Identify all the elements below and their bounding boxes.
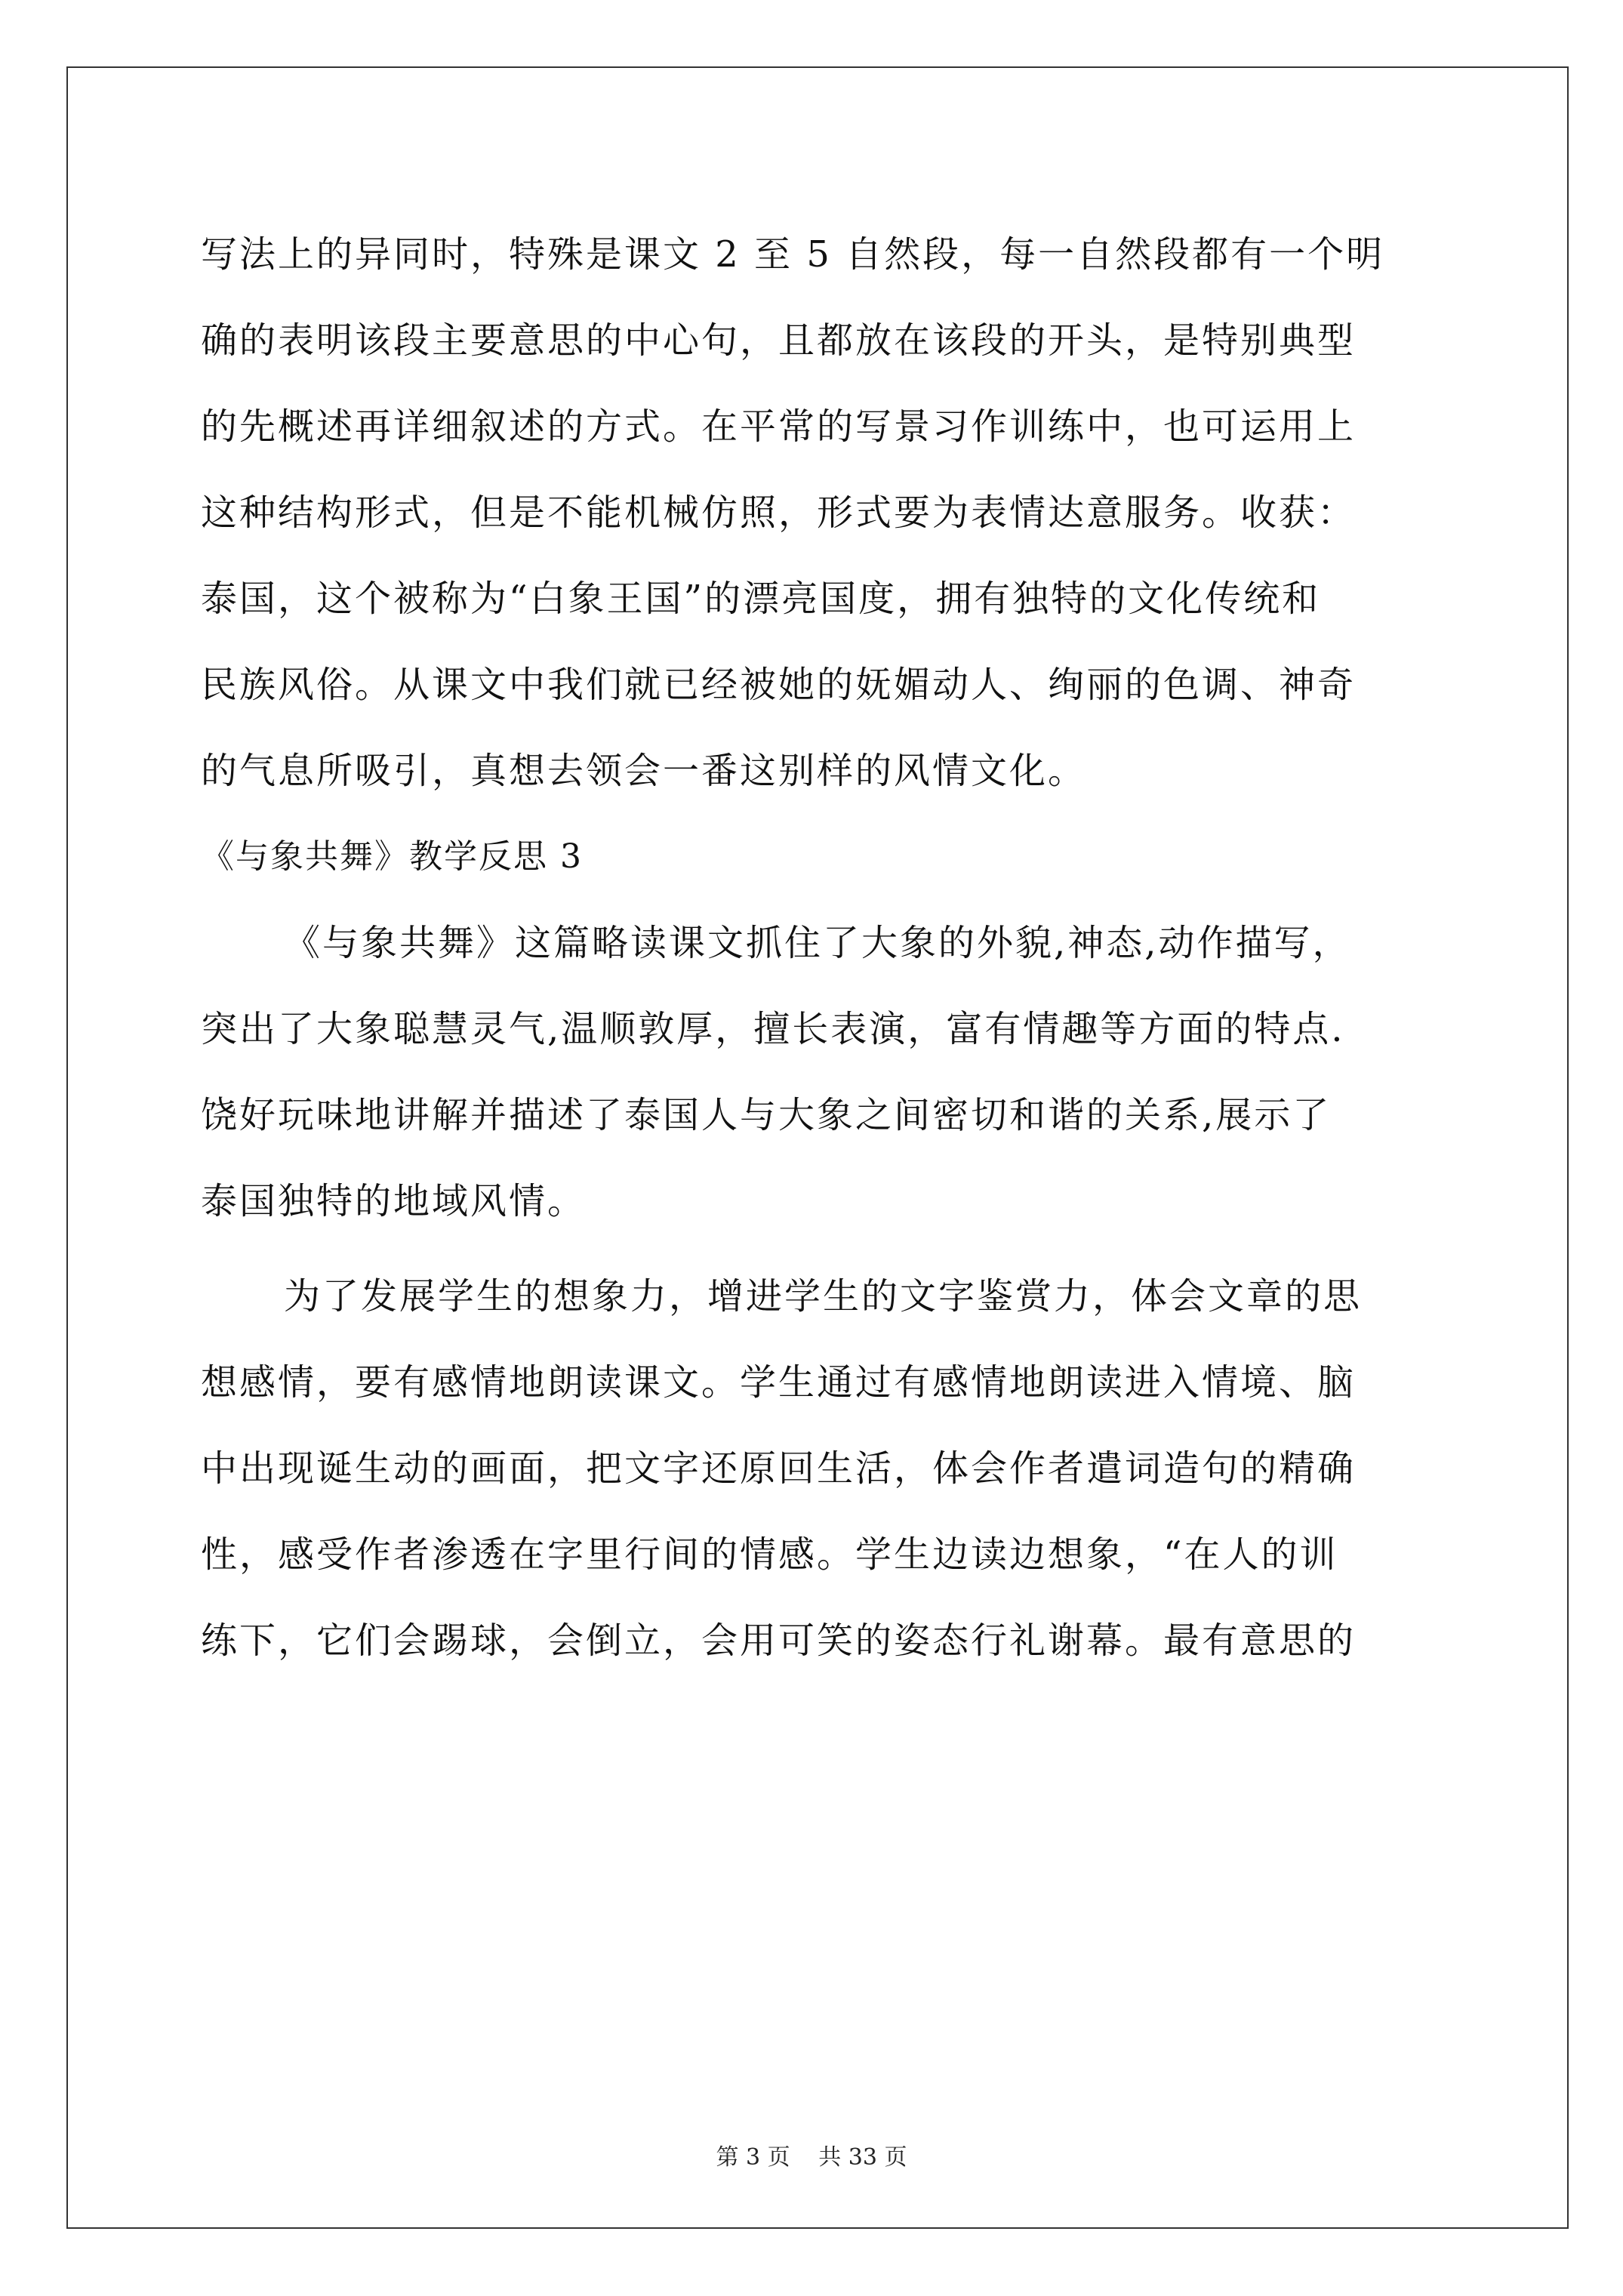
paragraph-1	[201, 211, 1434, 814]
text-line: 《与象共舞》这篇略读课文抓住了大象的外貌,神态,动作描写，	[284, 922, 1351, 964]
text-line: 的先概述再详细叙述的方式。在平常的写景习作训练中，也可运用上	[201, 405, 1357, 448]
text-line: 泰国独特的地域风情。	[201, 1180, 587, 1222]
section-heading: 《与象共舞》教学反思 3	[201, 837, 583, 876]
paragraph-3	[201, 1253, 1434, 1684]
text-line: 泰国，这个被称为“白象王国”的漂亮国度，拥有独特的文化传统和	[201, 578, 1321, 620]
page-footer	[0, 2138, 1623, 2171]
text-line: 饶好玩味地讲解并描述了泰国人与大象之间密切和谐的关系,展示了	[201, 1094, 1332, 1136]
text-line: 练下，它们会踢球，会倒立，会用可笑的姿态行礼谢幕。最有意思的	[201, 1620, 1357, 1662]
page-number: 第 3 页	[716, 2144, 790, 2171]
text-line: 的气息所吸引，真想去领会一番这别样的风情文化。	[201, 750, 1087, 792]
text-line: 突出了大象聪慧灵气,温顺敦厚，擅长表演，富有情趣等方面的特点.	[201, 1008, 1345, 1050]
text-line: 这种结构形式，但是不能机械仿照，形式要为表情达意服务。收获：	[201, 492, 1357, 534]
text-line: 想感情，要有感情地朗读课文。学生通过有感情地朗读进入情境、脑	[201, 1361, 1357, 1404]
text-line: 性，感受作者渗透在字里行间的情感。学生边读边想象，“在人的训	[201, 1533, 1338, 1576]
document-body	[201, 211, 1434, 1684]
text-line: 确的表明该段主要意思的中心句，且都放在该段的开头，是特别典型	[201, 319, 1357, 362]
text-line: 中出现诞生动的画面，把文字还原回生活，体会作者遣词造句的精确	[201, 1447, 1357, 1490]
text-line: 写法上的异同时，特殊是课文 2 至 5 自然段，每一自然段都有一个明	[201, 233, 1385, 276]
text-line: 民族风俗。从课文中我们就已经被她的妩媚动人、绚丽的色调、神奇	[201, 664, 1357, 706]
paragraph-2	[201, 900, 1434, 1244]
page-total: 共 33 页	[818, 2144, 907, 2171]
text-line: 为了发展学生的想象力，增进学生的文字鉴赏力，体会文章的思	[284, 1275, 1363, 1318]
